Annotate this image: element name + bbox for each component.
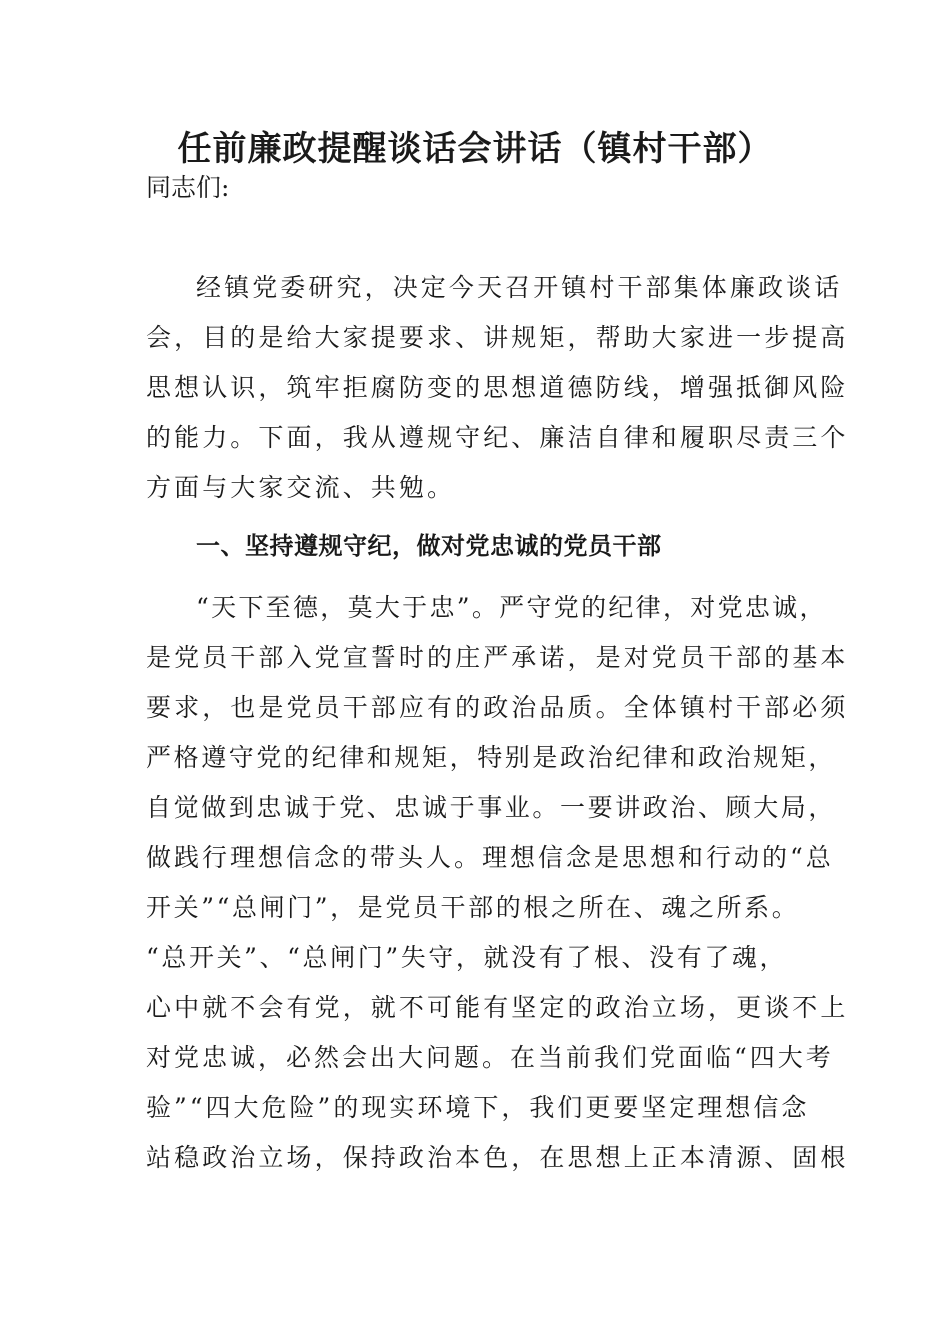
intro-line: 经镇党委研究，决定今天召开镇村干部集体廉政谈话 (196, 273, 843, 302)
body-line: 做践行理想信念的带头人。理想信念是思想和行动的“总 (146, 843, 834, 872)
body-line: 要求，也是党员干部应有的政治品质。全体镇村干部必须 (146, 693, 849, 722)
document-title: 任前廉政提醒谈话会讲话（镇村干部） (177, 129, 773, 169)
intro-line: 会，目的是给大家提要求、讲规矩，帮助大家进一步提高 (146, 323, 849, 352)
body-line: 是党员干部入党宣誓时的庄严承诺，是对党员干部的基本 (146, 643, 849, 672)
body-line: 验”“四大危险”的现实环境下，我们更要坚定理想信念 (146, 1093, 810, 1122)
intro-line: 思想认识，筑牢拒腐防变的思想道德防线，增强抵御风险 (146, 373, 849, 402)
body-line: 站稳政治立场，保持政治本色，在思想上正本清源、固根 (146, 1143, 849, 1172)
body-line: 对党忠诚，必然会出大问题。在当前我们党面临“四大考 (146, 1043, 834, 1072)
body-line: 严格遵守党的纪律和规矩，特别是政治纪律和政治规矩， (146, 743, 837, 772)
body-line: “总开关”、“总闸门”失守，就没有了根、没有了魂， (146, 943, 788, 972)
intro-line: 的能力。下面，我从遵规守纪、廉洁自律和履职尽责三个 (146, 423, 849, 452)
salutation: 同志们: (146, 173, 230, 202)
body-line: 心中就不会有党，就不可能有坚定的政治立场，更谈不上 (146, 993, 849, 1022)
body-line: 开关”“总闸门”，是党员干部的根之所在、魂之所系。 (146, 893, 800, 922)
body-line: “天下至德，莫大于忠”。严守党的纪律，对党忠诚， (196, 593, 827, 622)
body-line: 自觉做到忠诚于党、忠诚于事业。一要讲政治、顾大局， (146, 793, 837, 822)
intro-line: 方面与大家交流、共勉。 (146, 473, 456, 502)
section-heading: 一、坚持遵规守纪，做对党忠诚的党员干部 (196, 532, 662, 560)
